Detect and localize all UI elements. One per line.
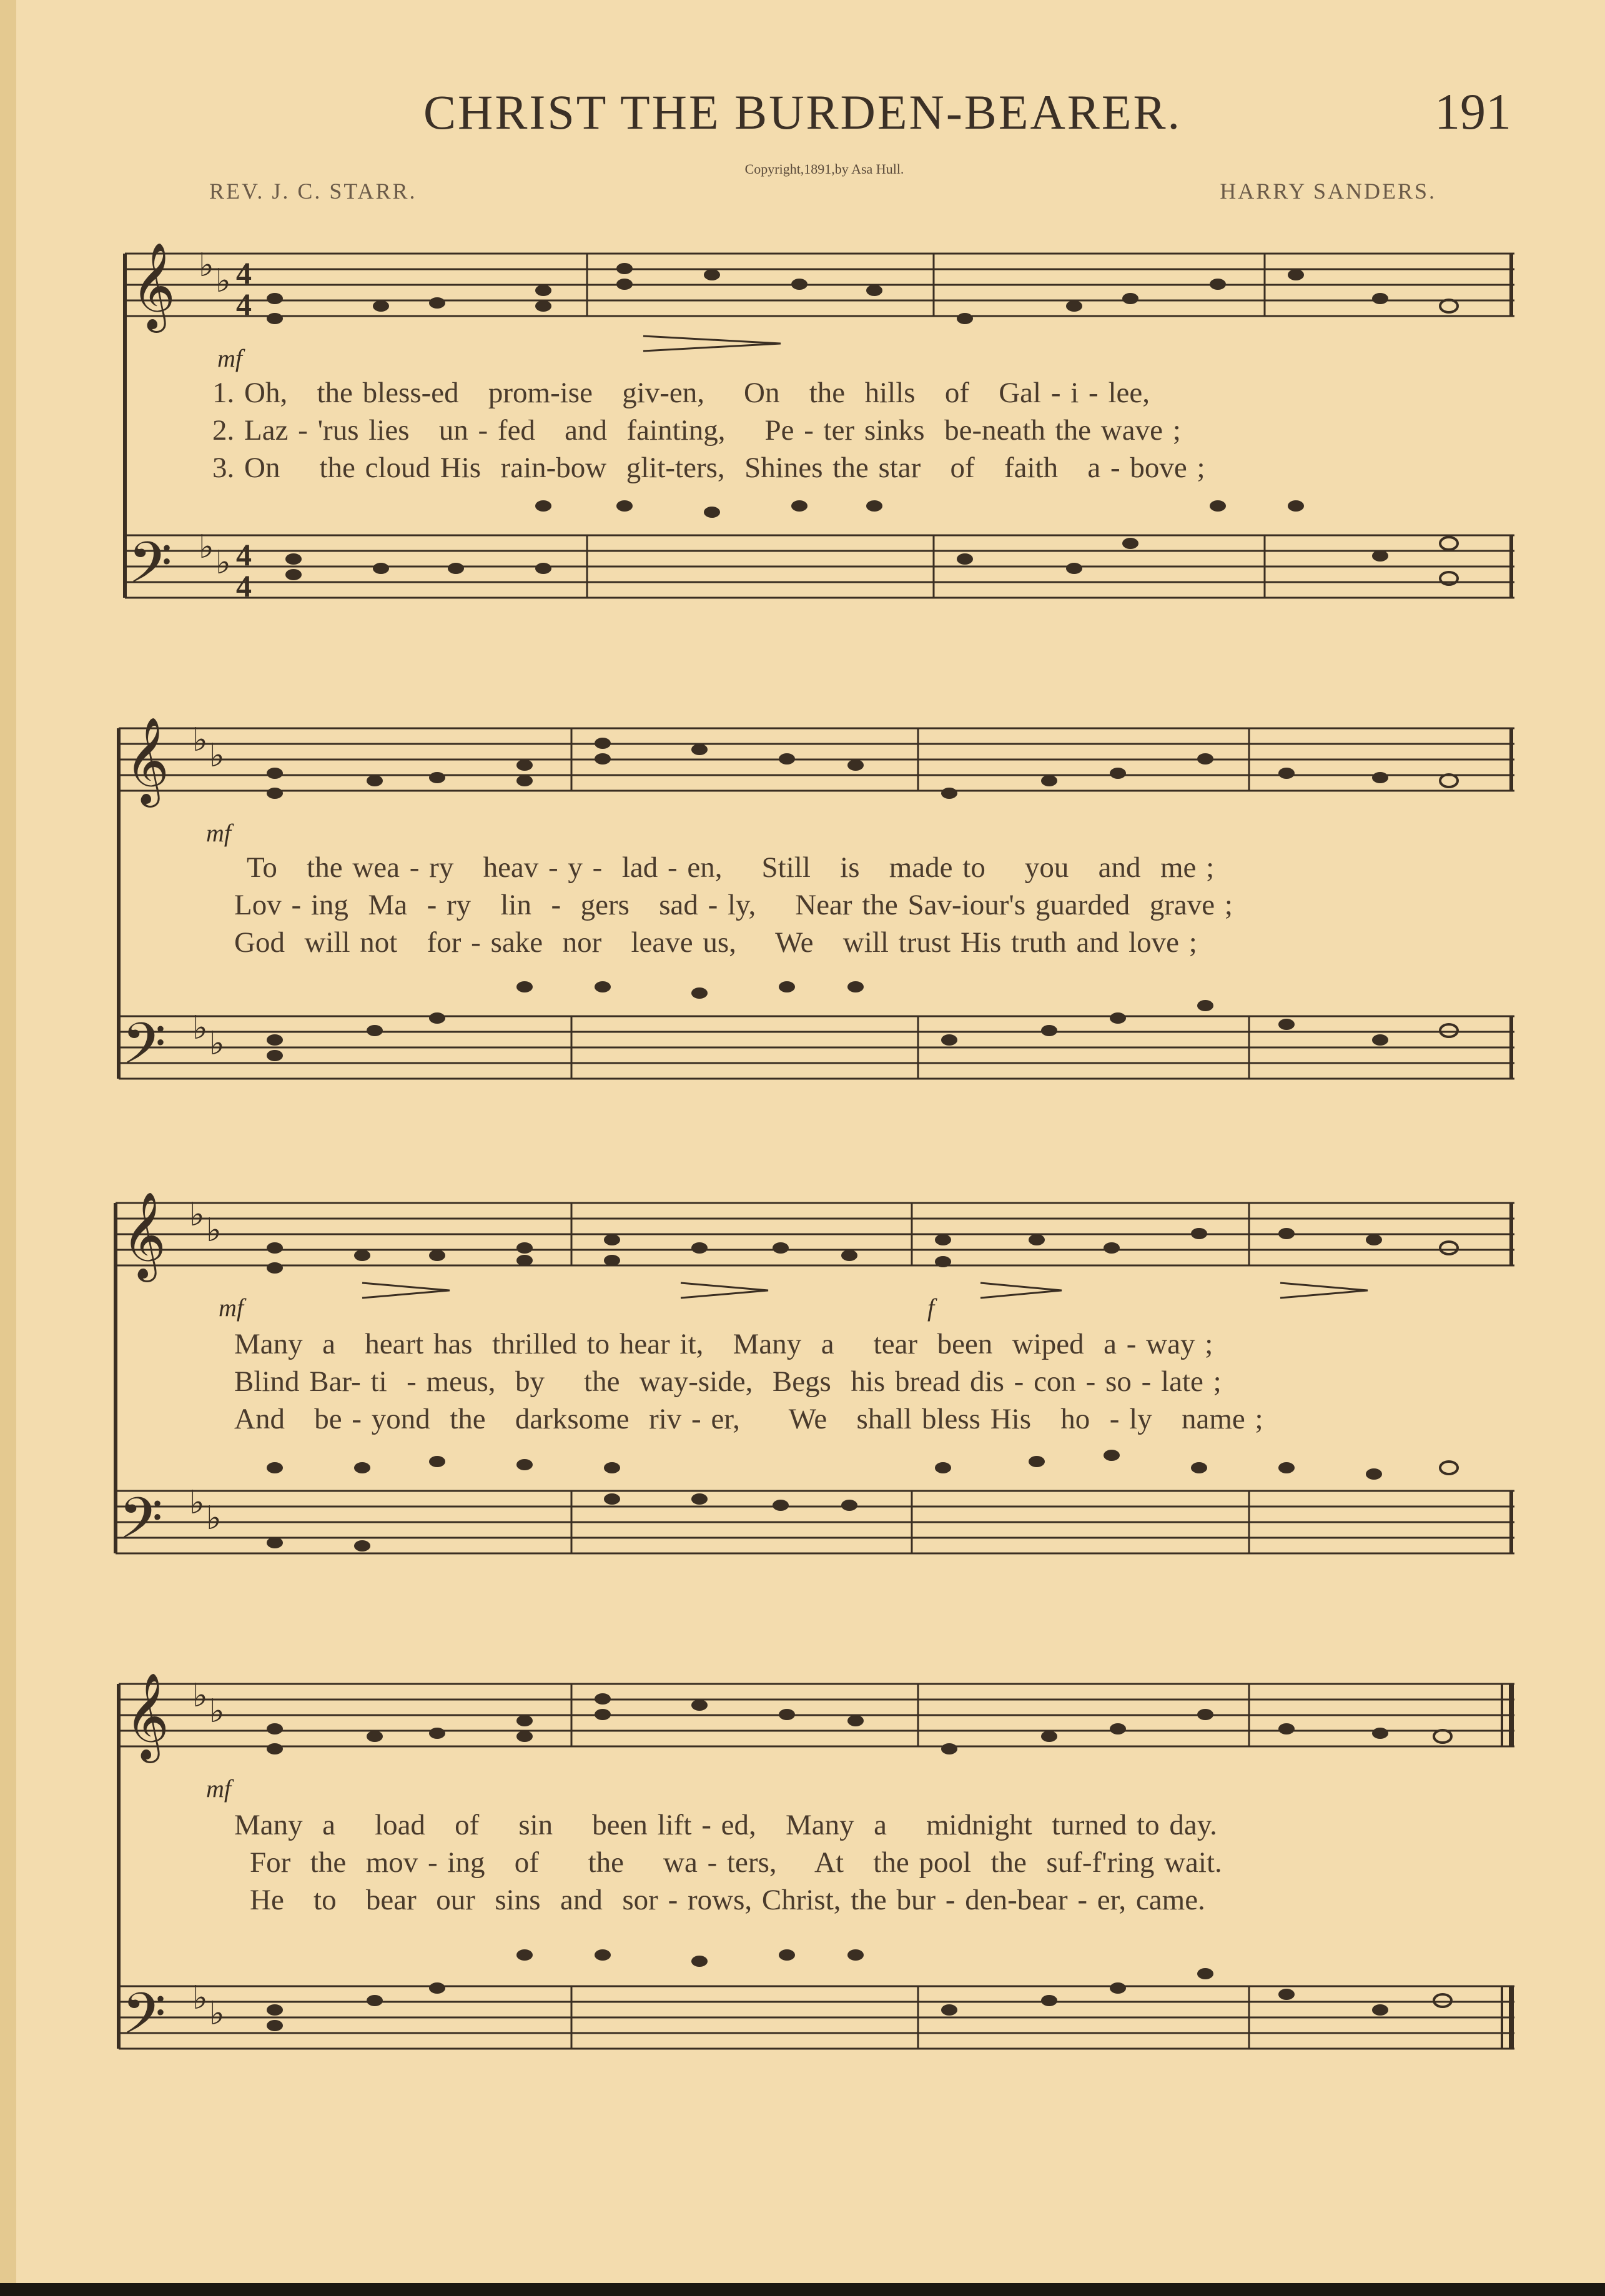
svg-text:4: 4	[236, 568, 252, 603]
hymn-title: CHRIST THE BURDEN-BEARER.	[423, 85, 1182, 139]
page-number: 191	[1435, 83, 1511, 140]
svg-text:♭: ♭	[215, 544, 231, 581]
lyric-verse-3: And be - yond the darksome riv - er, We shall bless His ho - ly name ;	[234, 1403, 1263, 1435]
svg-text:♭: ♭	[209, 1025, 225, 1062]
bass-noteheads	[267, 1450, 1458, 1551]
lyric-verse-1: To the wea - ry heav - y - lad - en, Still is made to you and me ;	[247, 851, 1215, 884]
svg-text:𝄢: 𝄢	[119, 1485, 163, 1565]
svg-text:♭: ♭	[206, 1212, 222, 1249]
lyric-verse-1: Many a load of sin been lift - ed, Many a midnight turned to day.	[234, 1809, 1217, 1841]
lyric-verse-1: Many a heart has thrilled to hear it, Many a tear been wiped a - way ;	[234, 1328, 1213, 1360]
dynamic-marking-forte: f	[927, 1294, 935, 1322]
svg-text:𝄞: 𝄞	[125, 1673, 169, 1759]
treble-noteheads	[267, 1693, 1451, 1754]
svg-text:♭: ♭	[199, 247, 214, 284]
svg-text:♭: ♭	[209, 737, 225, 774]
lyric-verse-2: 2. Laz - 'rus lies un - fed and fainting, Pe - ter sinks be-neath the wave ;	[212, 414, 1181, 447]
svg-text:𝄞: 𝄞	[131, 242, 175, 329]
svg-text:𝄞: 𝄞	[122, 1192, 166, 1279]
svg-text:♭: ♭	[192, 1677, 208, 1715]
svg-text:𝄢: 𝄢	[122, 1981, 166, 2061]
svg-text:4: 4	[236, 255, 252, 290]
lyric-verse-2: For the mov - ing of the wa - ters, At the pool the suf-f'ring wait.	[250, 1846, 1222, 1879]
lyricist-credit: REV. J. C. STARR.	[209, 179, 417, 204]
svg-text:4: 4	[236, 537, 252, 572]
svg-text:4: 4	[236, 287, 252, 322]
svg-text:♭: ♭	[206, 1500, 222, 1537]
svg-text:♭: ♭	[199, 528, 214, 566]
scan-bottom-border	[0, 2283, 1605, 2296]
lyric-verse-1: 1. Oh, the bless-ed prom-ise giv-en, On the hills of Gal - i - lee,	[212, 377, 1150, 409]
lyric-verse-2: Blind Bar- ti - meus, by the way-side, Begs his bread dis - con - so - late ;	[234, 1365, 1222, 1398]
svg-text:♭: ♭	[189, 1196, 205, 1234]
dynamic-marking: mf	[217, 344, 242, 372]
svg-text:♭: ♭	[209, 1693, 225, 1730]
treble-noteheads	[267, 738, 1458, 799]
svg-text:𝄢: 𝄢	[122, 1011, 166, 1091]
svg-text:♭: ♭	[209, 1995, 225, 2032]
copyright-notice: Copyright,1891,by Asa Hull.	[744, 161, 904, 177]
bass-noteheads	[267, 981, 1458, 1061]
music-system-4	[0, 1661, 1605, 2086]
svg-text:𝄞: 𝄞	[125, 717, 169, 804]
svg-text:♭: ♭	[192, 1979, 208, 2017]
bass-noteheads	[267, 1949, 1451, 2031]
treble-noteheads	[267, 263, 1458, 324]
dynamic-marking: mf	[206, 1774, 231, 1803]
bass-noteheads	[285, 500, 1458, 585]
lyric-verse-3: God will not for - sake nor leave us, We will trust His truth and love ;	[234, 926, 1197, 959]
dynamic-marking: mf	[206, 819, 231, 847]
lyric-verse-3: 3. On the cloud His rain-bow glit-ters, Shines the star of faith a - bove ;	[212, 452, 1205, 484]
lyric-verse-2: Lov - ing Ma - ry lin - gers sad - ly, Near the Sav-iour's guarded grave ;	[234, 889, 1233, 921]
svg-text:♭: ♭	[192, 1009, 208, 1047]
dynamic-marking: mf	[219, 1294, 244, 1322]
composer-credit: HARRY SANDERS.	[1220, 179, 1436, 204]
lyric-verse-3: He to bear our sins and sor - rows, Christ, the bur - den-bear - er, came.	[250, 1884, 1205, 1916]
svg-text:𝄢: 𝄢	[128, 530, 172, 610]
svg-text:♭: ♭	[215, 262, 231, 300]
svg-text:♭: ♭	[192, 721, 208, 759]
music-system-3	[0, 1180, 1605, 1605]
music-system-2	[0, 706, 1605, 1118]
music-system-1	[0, 231, 1605, 643]
svg-text:♭: ♭	[189, 1484, 205, 1522]
